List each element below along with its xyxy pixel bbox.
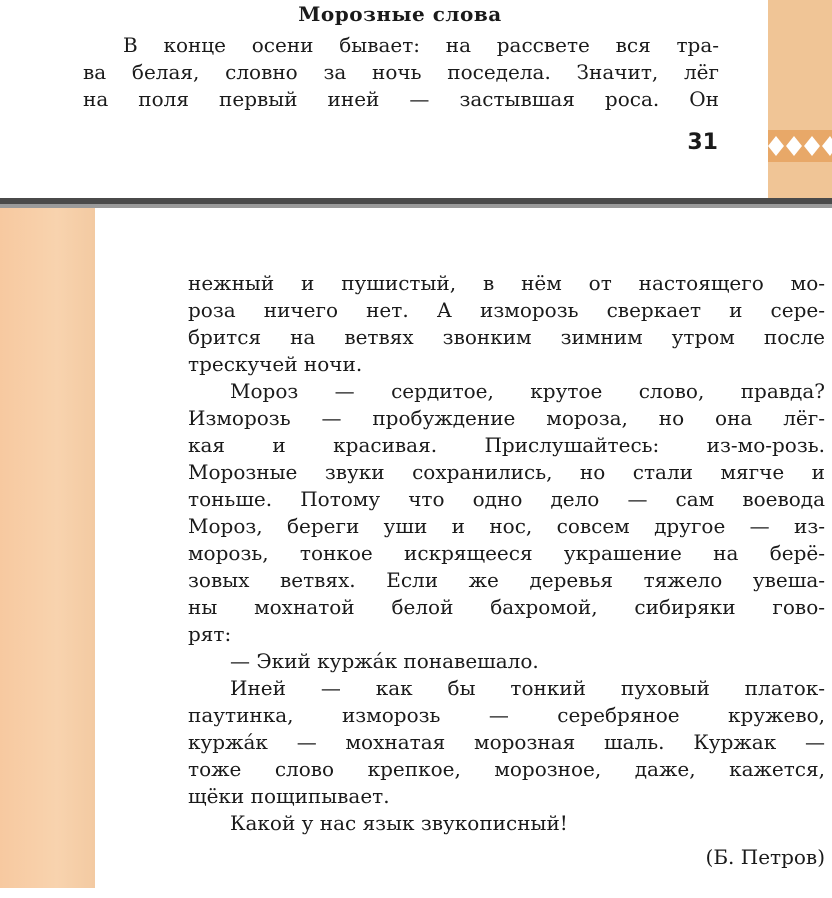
text-line: Изморозь — пробуждение мороза, но она лёг- (188, 406, 825, 430)
text-line: нежный и пушистый, в нём от настоящего мо- (188, 271, 825, 295)
top-page (0, 0, 832, 200)
top-line: ва белая, словно за ночь поседела. Значит, лёг (83, 60, 719, 84)
author-attribution: (Б. Петров) (705, 845, 825, 869)
page-number: 31 (687, 130, 718, 155)
text-line: зовых ветвях. Если же деревья тяжело увеша- (188, 568, 825, 592)
top-line: В конце осени бывает: на рассвете вся тра- (123, 33, 719, 57)
text-line: щёки пощипывает. (188, 784, 390, 808)
text-line: морозь, тонкое искрящееся украшение на берё- (188, 541, 825, 565)
chevron-ornament-icon (768, 130, 832, 162)
text-line: ны мохнатой белой бахромой, сибиряки гово- (188, 595, 825, 619)
text-line: тоньше. Потому что одно дело — сам воевода (188, 487, 825, 511)
text-line: — Экий куржáк понавешало. (230, 649, 539, 673)
text-line: Мороз, береги уши и нос, совсем другое — из- (188, 514, 825, 538)
top-line: на поля первый иней — застывшая роса. Он (83, 87, 719, 111)
text-line: роза ничего нет. А изморозь сверкает и сере- (188, 298, 825, 322)
text-line: Морозные звуки сохранились, но стали мягче и (188, 460, 825, 484)
text-line: тоже слово крепкое, морозное, даже, кажется, (188, 757, 825, 781)
text-line: трескучей ночи. (188, 352, 363, 376)
text-line: Какой у нас язык звукописный! (230, 811, 568, 835)
left-margin-band (0, 208, 95, 888)
text-line: Мороз — сердитое, крутое слово, правда? (230, 379, 825, 403)
main-text (188, 270, 825, 837)
margin-tab (768, 0, 832, 200)
text-line: брится на ветвях звонким зимним утром после (188, 325, 825, 349)
top-page-text (83, 32, 719, 113)
text-line: рят: (188, 622, 232, 646)
text-line: куржáк — мохнатая морозная шаль. Куржак — (188, 730, 825, 754)
text-line: паутинка, изморозь — серебряное кружево, (188, 703, 825, 727)
story-title: Морозные слова (298, 2, 502, 26)
text-line: Иней — как бы тонкий пуховый платок- (230, 676, 825, 700)
text-line: кая и красивая. Прислушайтесь: из-мо-розь. (188, 433, 825, 457)
